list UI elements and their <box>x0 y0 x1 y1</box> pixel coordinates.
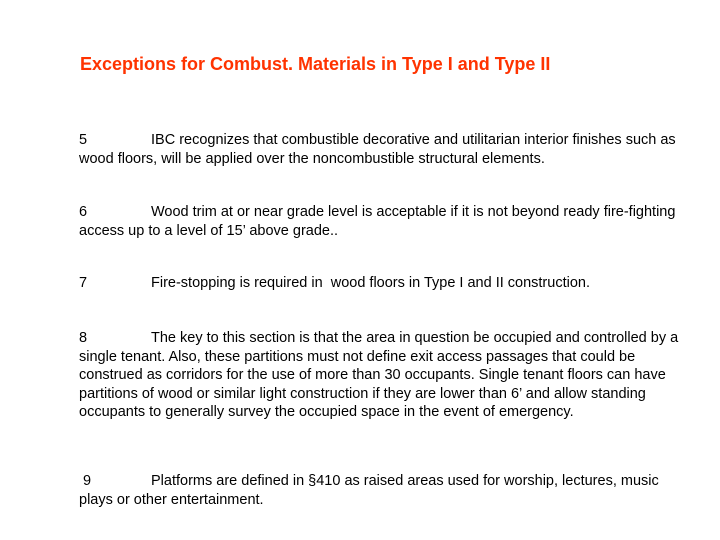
item-text: Fire-stopping is required in wood floors in Type I and II construction. <box>151 275 590 291</box>
list-item-8 <box>79 329 683 422</box>
item-number: 8 <box>79 330 88 346</box>
item-text: Platforms are defined in §410 as raised areas used for worship, lectures, music plays or other entertainment. <box>79 473 663 508</box>
list-item-5 <box>79 131 679 168</box>
item-number: 5 <box>79 132 88 148</box>
item-text: IBC recognizes that combustible decorative and utilitarian interior finishes such as wood floors, will be applied over the noncombustible structural elements. <box>79 132 680 167</box>
list-item-7 <box>79 274 679 293</box>
item-number: 6 <box>79 204 88 220</box>
item-text: The key to this section is that the area in question be occupied and controlled by a single tenant. Also, these partitions must not define exit access passages that could be construed as corridors for the use of more than 30 occupants. Single tenant floors can have partitions of wood or similar light construction if they are lower than 6’ and allow standing occupants to generally survey the occupied space in the event of emergency. <box>79 330 683 421</box>
item-number: 7 <box>79 275 88 291</box>
list-item-6 <box>79 203 679 240</box>
list-item-9 <box>79 472 679 509</box>
item-number: 9 <box>83 473 92 489</box>
item-text: Wood trim at or near grade level is acceptable if it is not beyond ready fire-fighting access up to a level of 15’ above grade.. <box>79 204 680 239</box>
slide-title: Exceptions for Combust. Materials in Type I and Type II <box>80 54 551 74</box>
